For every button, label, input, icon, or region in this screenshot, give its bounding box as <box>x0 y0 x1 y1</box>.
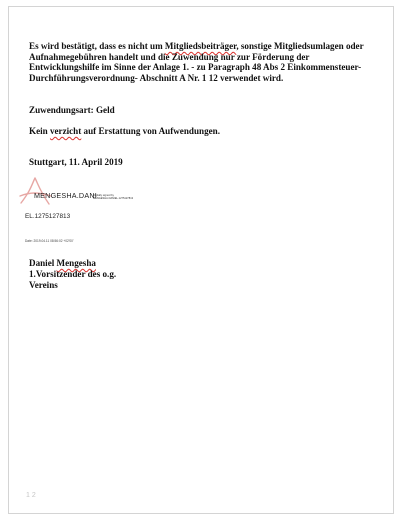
document-page <box>8 6 394 514</box>
signer-role-line-2: Vereins <box>29 280 58 290</box>
spell-flagged-word: Mengesha <box>56 258 96 268</box>
text-segment: auf Erstattung von Aufwendungen. <box>81 126 220 136</box>
signature-detail <box>93 194 133 201</box>
page-number: 1 2 <box>26 492 36 499</box>
text-segment: Kein <box>29 126 50 136</box>
text-segment: , sonstige Mitgliedsumlagen oder Aufnahmegebühren handelt und die Zuwendung nur zur Förderung der Entwicklungshilfe im Sinne der Anlage 1. - zu Paragraph 48 Abs 2 Einkommensteuer-Durchführungsverordnung- Abschnitt A Nr. 1 12 verwendet wird. <box>29 41 364 83</box>
spell-flagged-word: verzicht <box>49 126 82 136</box>
text-segment: Daniel <box>29 258 57 268</box>
signature-detail-line: Digitally signed by <box>93 194 114 197</box>
place-date-line: Stuttgart, 11. April 2019 <box>29 157 123 167</box>
signer-role-line-1: 1.Vorsitzender des o.g. <box>29 269 117 279</box>
signature-detail-line: MENGESHA.DANIEL.1275127813 <box>93 197 134 201</box>
signature-identifier: EL.1275127813 <box>25 213 71 220</box>
text-segment: Es wird bestätigt, dass es nicht um <box>29 41 165 51</box>
confirmation-paragraph <box>29 41 374 83</box>
signature-name: MENGESHA.DANI <box>34 191 97 200</box>
signature-date: Date: 2019.04.11 08:56:02 +02'00' <box>25 239 74 243</box>
signer-name <box>29 258 374 269</box>
spell-flagged-word: Mitgliedsbeiträger <box>164 41 237 51</box>
zuwendungsart-line: Zuwendungsart: Geld <box>29 105 115 115</box>
kein-verzicht-line <box>29 126 374 137</box>
